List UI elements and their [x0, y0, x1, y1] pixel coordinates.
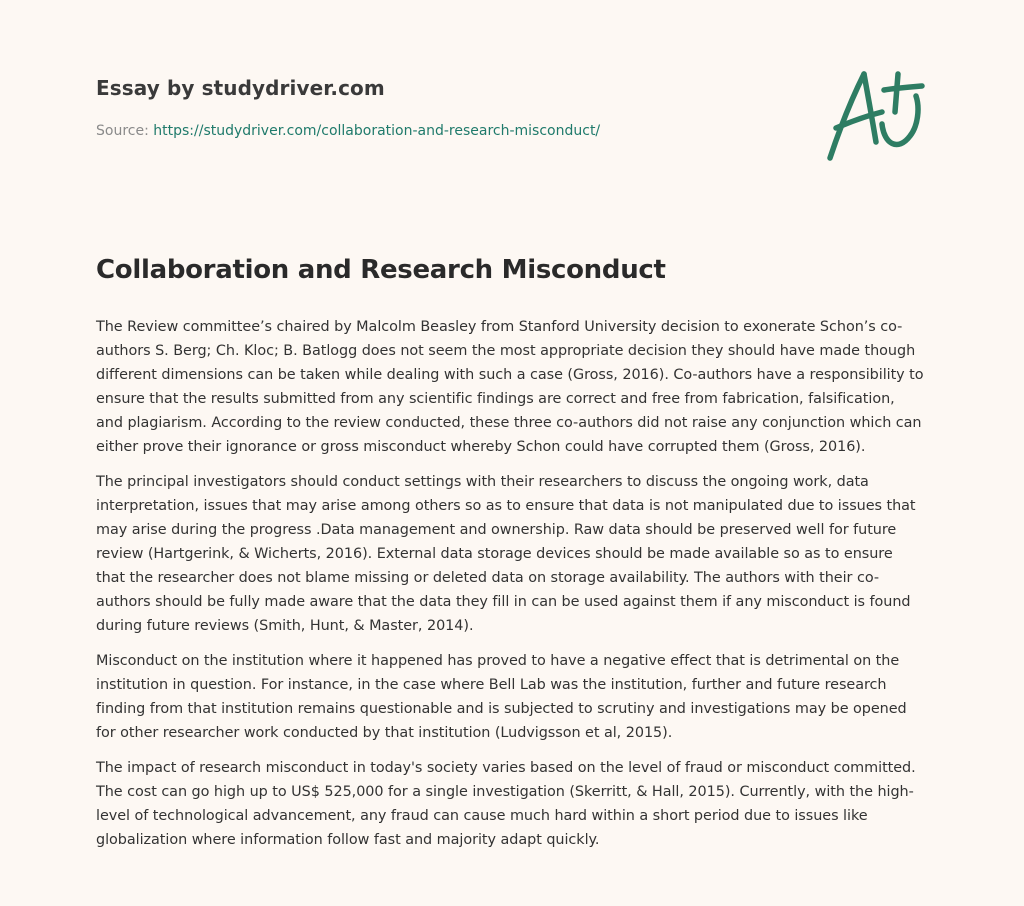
essay-header [96, 76, 796, 139]
essay-title: Collaboration and Research Misconduct [96, 255, 666, 285]
source-line [96, 123, 796, 139]
paragraph: The Review committee’s chaired by Malcolm Beasley from Stanford University decision to exonerate Schon’s co-authors S. Berg; Ch. Kloc; B. Batlogg does not seem the most appropriate decision they should have made though different dimensions can be taken while dealing with such a case (Gross, 2016). Co-authors have a responsibility to ensure that the results submitted from any scientific findings are correct and free from fabrication, falsification, and plagiarism. According to the review conducted, these three co-authors did not raise any conjunction which can either prove their ignorance or gross misconduct whereby Schon could have corrupted them (Gross, 2016). [96, 319, 924, 455]
paragraph: The principal investigators should conduct settings with their researchers to discuss the ongoing work, data interpretation, issues that may arise among others so as to ensure that data is not manipulated due to issues that may arise during the progress .Data management and ownership. Raw data should be preserved well for future review (Hartgerink, & Wicherts, 2016). External data storage devices should be made available so as to ensure that the researcher does not blame missing or deleted data on storage availability. The authors with their co-authors should be fully made aware that the data they fill in can be used against them if any misconduct is found during future reviews (Smith, Hunt, & Master, 2014). [96, 474, 916, 634]
source-link[interactable]: https://studydriver.com/collaboration-and-research-misconduct/ [153, 123, 601, 139]
essay-body [96, 315, 926, 863]
a-plus-grade-icon [820, 66, 930, 166]
source-label: Source: [96, 123, 154, 139]
paragraph: Misconduct on the institution where it happened has proved to have a negative effect that is detrimental on the institution in question. For instance, in the case where Bell Lab was the institution, further and future research finding from that institution remains questionable and is subjected to scrutiny and investigations may be opened for other researcher work conducted by that institution (Ludvigsson et al, 2015). [96, 653, 907, 741]
essay-by-label: Essay by studydriver.com [96, 76, 385, 100]
paragraph: The impact of research misconduct in today's society varies based on the level of fraud or misconduct committed. The cost can go high up to US$ 525,000 for a single investigation (Skerritt, & Hall, 2015). Currently, with the high-level of technological advancement, any fraud can cause much hard within a short period due to issues like globalization where information follow fast and majority adapt quickly. [96, 760, 916, 848]
